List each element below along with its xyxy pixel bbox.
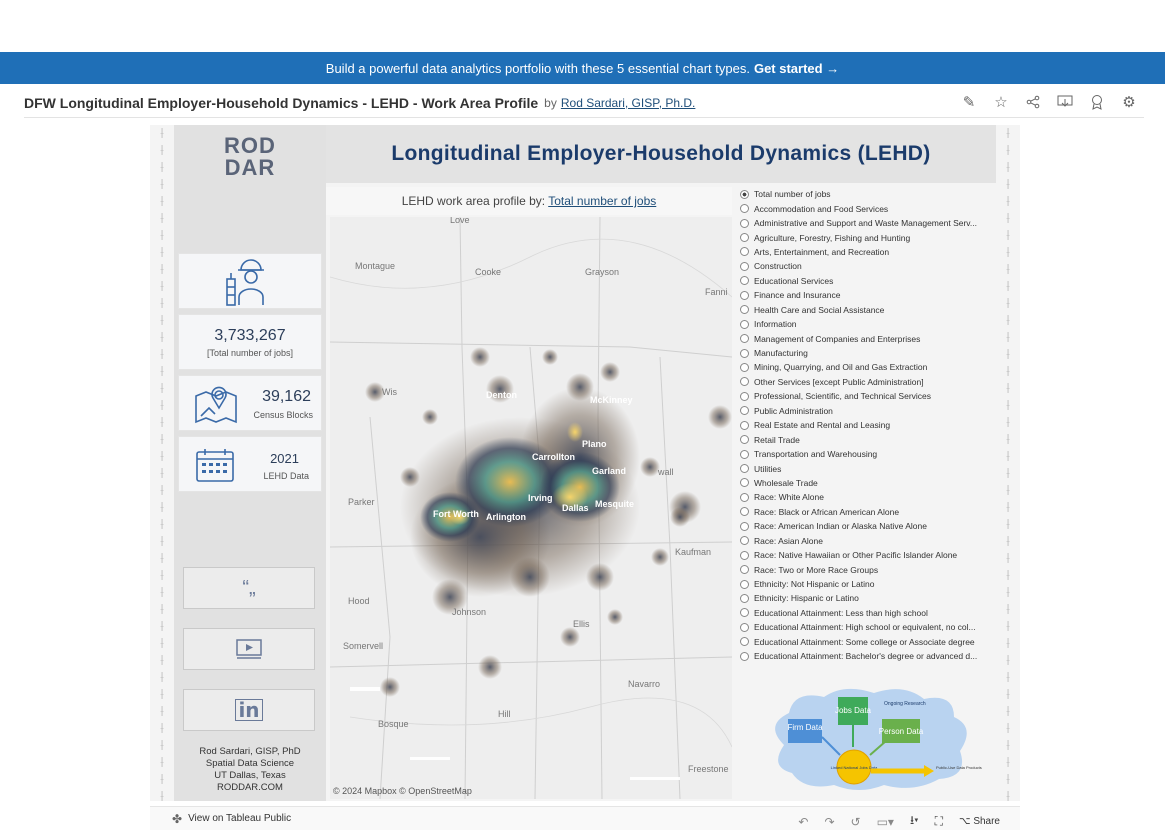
redo-icon[interactable]: ↷: [824, 814, 835, 829]
measure-option[interactable]: [740, 562, 996, 576]
map-label-mesquite: Mesquite: [595, 499, 635, 509]
map-label-carrollton: Carrollton: [532, 452, 576, 462]
request-icon[interactable]: ✎: [962, 94, 976, 111]
footer-line-2: Spatial Data Science: [205, 758, 295, 769]
jobs-label: [Total number of jobs]: [206, 348, 294, 358]
linkedin-button[interactable]: [183, 689, 315, 731]
map-label-montague: Montague: [355, 261, 396, 271]
measure-option[interactable]: [740, 432, 996, 446]
map-label-freestone: Freestone: [688, 764, 729, 774]
quote-button[interactable]: [183, 567, 315, 609]
map-label-rockwall: wall: [658, 467, 674, 477]
logo-line-2: DAR: [224, 155, 276, 180]
radio-button-icon[interactable]: [740, 464, 749, 473]
measure-option[interactable]: [740, 331, 996, 345]
year-label: LEHD Data: [263, 471, 309, 481]
diagram-person-label: Person Data: [878, 727, 924, 736]
by-label: by: [544, 95, 557, 110]
tableau-bottom-toolbar: [150, 806, 1020, 830]
measure-option[interactable]: [740, 620, 996, 634]
measure-option-label: Professional, Scientific, and Technical Services: [754, 391, 932, 402]
map-label-johnson: Johnson: [452, 607, 487, 617]
measure-option-label: Wholesale Trade: [754, 477, 818, 488]
map-title-prefix: LEHD work area profile by:: [401, 194, 546, 208]
radio-button-icon[interactable]: [740, 652, 749, 661]
radio-button-icon[interactable]: [740, 233, 749, 242]
jobs-value: 3,733,267: [214, 327, 286, 344]
map-attribution[interactable]: © 2024 Mapbox © OpenStreetMap: [333, 786, 472, 796]
measure-option-label: Race: Black or African American Alone: [754, 506, 900, 517]
map-pin-icon: [193, 384, 239, 424]
map-label-ellis: Ellis: [573, 619, 590, 629]
diagram-output-label: Public-Use Data Products: [936, 765, 982, 770]
radio-button-icon[interactable]: [740, 377, 749, 386]
radio-button-icon[interactable]: [740, 594, 749, 603]
measure-option-label: Transportation and Warehousing: [754, 449, 878, 460]
blocks-value: 39,162: [262, 388, 311, 405]
measure-option-label: Ethnicity: Hispanic or Latino: [754, 593, 859, 604]
decorative-pattern-right: ⟊ ⟊ ⟊ ⟊ ⟊ ⟊ ⟊ ⟊ ⟊ ⟊ ⟊ ⟊ ⟊ ⟊ ⟊ ⟊ ⟊ ⟊ ⟊ ⟊ ⟊ ⟊ ⟊ ⟊ ⟊ ⟊ ⟊ ⟊ ⟊ ⟊ ⟊ ⟊ ⟊ ⟊ ⟊ ⟊ ⟊ ⟊ ⟊ ⟊: [1006, 125, 1010, 801]
measure-option[interactable]: [740, 461, 996, 475]
measure-option-label: Educational Services: [754, 275, 834, 286]
measure-option-label: Accommodation and Food Services: [754, 203, 889, 214]
blocks-stat-card: [178, 375, 322, 431]
radio-button-icon[interactable]: [740, 435, 749, 444]
tableau-logo-icon: ✤: [172, 811, 183, 826]
author-footer: [182, 746, 318, 794]
author-link[interactable]: Rod Sardari, GISP, Ph.D.: [560, 95, 696, 110]
map-label-plano: Plano: [582, 439, 607, 449]
radio-button-icon[interactable]: [740, 580, 749, 589]
measure-option[interactable]: [740, 606, 996, 620]
map-label-grayson: Grayson: [585, 267, 620, 277]
measure-option[interactable]: [740, 288, 996, 302]
measure-option[interactable]: [740, 274, 996, 288]
lehd-diagram: [764, 685, 984, 795]
map-label-cooke: Cooke: [475, 267, 502, 277]
viz-title-bar: [24, 88, 1144, 118]
video-icon: [236, 639, 262, 659]
map-label-bosque: Bosque: [378, 719, 409, 729]
diagram-research-label: Ongoing Research: [884, 701, 926, 707]
radio-button-icon[interactable]: [740, 291, 749, 300]
radio-button-icon[interactable]: [740, 507, 749, 516]
measure-option-label: Construction: [754, 261, 802, 272]
measure-option-label: Race: White Alone: [754, 492, 824, 503]
share-button[interactable]: ⌥ Share: [959, 816, 1000, 827]
radio-button-icon[interactable]: [740, 392, 749, 401]
measure-option[interactable]: [740, 635, 996, 649]
dashboard-title: Longitudinal Employer-Household Dynamics (LEHD): [391, 142, 931, 165]
radio-button-icon[interactable]: [740, 247, 749, 256]
map-label-irving: Irving: [528, 493, 553, 503]
measure-option-label: Race: American Indian or Alaska Native Alone: [754, 521, 927, 532]
measure-option[interactable]: [740, 375, 996, 389]
measure-option[interactable]: [740, 245, 996, 259]
measure-option-label: Total number of jobs: [754, 189, 831, 200]
map-label-dallas: Dallas: [562, 503, 589, 513]
measure-option[interactable]: [740, 201, 996, 215]
radio-button-icon[interactable]: [740, 320, 749, 329]
measure-option[interactable]: [740, 346, 996, 360]
year-stat-card: [178, 436, 322, 492]
measure-option-label: Educational Attainment: High school or equivalent, no col...: [754, 622, 976, 633]
measure-option-label: Manufacturing: [754, 348, 808, 359]
radio-button-icon[interactable]: [740, 637, 749, 646]
banner-text: Build a powerful data analytics portfolio with these 5 essential chart types.: [325, 60, 750, 76]
radio-button-icon[interactable]: [740, 349, 749, 358]
map-label-love: Love: [450, 217, 470, 225]
map-label-garland: Garland: [592, 466, 627, 476]
measure-option[interactable]: [740, 360, 996, 374]
map-label-parker: Parker: [348, 497, 375, 507]
measure-option[interactable]: [740, 649, 996, 663]
diagram-center-label: Linked National Jobs Data: [830, 765, 878, 770]
share-icon[interactable]: [1024, 93, 1042, 111]
measure-option[interactable]: [740, 259, 996, 273]
share-label: Share: [973, 816, 1000, 827]
measure-option-label: Utilities: [754, 463, 782, 474]
map-canvas[interactable]: [330, 217, 732, 799]
radio-button-icon[interactable]: [740, 493, 749, 502]
banner-cta[interactable]: Get started →: [753, 60, 840, 76]
map-title-measure[interactable]: Total number of jobs: [548, 194, 657, 208]
star-icon[interactable]: ☆: [994, 94, 1008, 111]
measure-option[interactable]: [740, 577, 996, 591]
map-label-mckinney: McKinney: [590, 395, 633, 405]
fullscreen-icon[interactable]: ⛶: [934, 814, 943, 828]
map-label-fort-worth: Fort Worth: [433, 509, 479, 519]
pause-icon[interactable]: ▭▾: [876, 814, 894, 829]
construction-worker-icon: [223, 255, 277, 307]
settings-icon[interactable]: ⚙: [1122, 94, 1136, 111]
download-icon[interactable]: [1056, 93, 1074, 111]
radio-button-icon[interactable]: [740, 421, 749, 430]
toolbar-actions: [798, 811, 1000, 832]
linkedin-icon: in: [235, 699, 262, 721]
measure-option-label: Information: [754, 319, 797, 330]
undo-icon[interactable]: ↶: [798, 814, 809, 829]
measure-option-label: Real Estate and Rental and Leasing: [754, 420, 891, 431]
radio-button-icon[interactable]: [740, 450, 749, 459]
measure-option-label: Educational Attainment: Less than high school: [754, 607, 928, 618]
radio-button-icon[interactable]: [740, 305, 749, 314]
measure-option-label: Administrative and Support and Waste Management Serv...: [754, 218, 978, 229]
measure-option[interactable]: [740, 476, 996, 490]
dashboard-header: [326, 125, 996, 183]
measure-option[interactable]: [740, 548, 996, 562]
measure-option-label: Educational Attainment: Some college or Associate degree: [754, 636, 975, 647]
measure-option[interactable]: [740, 216, 996, 230]
measure-option-label: Arts, Entertainment, and Recreation: [754, 246, 890, 257]
radio-button-icon[interactable]: [740, 204, 749, 213]
radio-button-icon[interactable]: [740, 363, 749, 372]
radio-button-icon[interactable]: [740, 565, 749, 574]
map-label-navarro: Navarro: [628, 679, 661, 689]
jobs-stat-card: [178, 314, 322, 370]
radio-button-icon[interactable]: [740, 478, 749, 487]
measure-option-label: Agriculture, Forestry, Fishing and Hunting: [754, 232, 911, 243]
logo-line-1: ROD: [224, 133, 276, 158]
dashboard: [150, 125, 1020, 801]
measure-option[interactable]: [740, 303, 996, 317]
measure-option-label: Public Administration: [754, 405, 833, 416]
map-label-hood: Hood: [348, 596, 370, 606]
view-on-tableau-label: View on Tableau Public: [188, 813, 292, 824]
measure-option[interactable]: [740, 591, 996, 605]
badge-icon[interactable]: [1088, 93, 1106, 111]
calendar-icon: [195, 447, 235, 483]
measure-option-label: Retail Trade: [754, 434, 800, 445]
download-menu-icon[interactable]: ⭳▾: [909, 813, 919, 827]
radio-button-icon[interactable]: [740, 551, 749, 560]
radio-button-icon[interactable]: [740, 522, 749, 531]
map-label-fannin: Fanni: [705, 287, 728, 297]
dashboard-sidebar: [174, 125, 326, 801]
measure-option[interactable]: [740, 447, 996, 461]
measure-option[interactable]: [740, 418, 996, 432]
map-title: [326, 187, 732, 215]
measure-option-label: Ethnicity: Not Hispanic or Latino: [754, 579, 875, 590]
measure-option-label: Finance and Insurance: [754, 290, 841, 301]
measure-option-label: Health Care and Social Assistance: [754, 304, 885, 315]
view-on-tableau-link[interactable]: [172, 812, 291, 826]
measure-option[interactable]: [740, 534, 996, 548]
diagram-jobs-label: Jobs Data: [834, 706, 872, 715]
measure-option-label: Mining, Quarrying, and Oil and Gas Extraction: [754, 362, 928, 373]
measure-option[interactable]: [740, 404, 996, 418]
map-label-somervell: Somervell: [343, 641, 384, 651]
toolbar-icons: [960, 93, 1138, 111]
map-label-wise: Wis: [382, 387, 397, 397]
video-button[interactable]: [183, 628, 315, 670]
radio-button-icon[interactable]: [740, 276, 749, 285]
footer-line-1: Rod Sardari, GISP, PhD: [199, 746, 301, 757]
map-label-arlington: Arlington: [486, 512, 526, 522]
radio-button-icon[interactable]: [740, 262, 749, 271]
measure-option-label: Educational Attainment: Bachelor's degree or advanced d...: [754, 651, 978, 662]
measure-option[interactable]: [740, 317, 996, 331]
quote-icon: “„: [242, 576, 256, 599]
jobs-density-map[interactable]: [330, 217, 732, 799]
radio-button-icon[interactable]: [740, 623, 749, 632]
measure-option-label: Race: Asian Alone: [754, 535, 823, 546]
revert-icon[interactable]: ↺: [850, 814, 861, 829]
measure-option[interactable]: [740, 389, 996, 403]
year-value: 2021: [270, 451, 299, 466]
measure-option-label: Other Services [except Public Administration]: [754, 376, 924, 387]
radio-button-icon[interactable]: [740, 219, 749, 228]
measure-selector: [740, 187, 996, 663]
measure-option-label: Race: Two or More Race Groups: [754, 564, 879, 575]
measure-option[interactable]: [740, 519, 996, 533]
decorative-pattern-left: ⟊ ⟊ ⟊ ⟊ ⟊ ⟊ ⟊ ⟊ ⟊ ⟊ ⟊ ⟊ ⟊ ⟊ ⟊ ⟊ ⟊ ⟊ ⟊ ⟊ ⟊ ⟊ ⟊ ⟊ ⟊ ⟊ ⟊ ⟊ ⟊ ⟊ ⟊ ⟊ ⟊ ⟊ ⟊ ⟊ ⟊ ⟊ ⟊ ⟊: [160, 125, 164, 801]
radio-button-icon[interactable]: [740, 334, 749, 343]
radio-button-icon[interactable]: [740, 536, 749, 545]
footer-line-3: UT Dallas, Texas: [214, 770, 286, 781]
measure-option-label: Management of Companies and Enterprises: [754, 333, 921, 344]
viz-title: DFW Longitudinal Employer-Household Dynamics - LEHD - Work Area Profile: [24, 94, 539, 111]
measure-option[interactable]: [740, 187, 996, 201]
map-label-kaufman: Kaufman: [675, 547, 712, 557]
map-label-hill: Hill: [498, 709, 511, 719]
footer-line-4[interactable]: RODDAR.COM: [217, 782, 283, 793]
blocks-label: Census Blocks: [253, 410, 313, 420]
diagram-firm-label: Firm Data: [787, 723, 823, 732]
measure-option[interactable]: [740, 230, 996, 244]
radio-button-icon[interactable]: [740, 190, 749, 199]
map-label-denton: Denton: [486, 390, 517, 400]
promo-banner[interactable]: [0, 52, 1165, 84]
measure-option-label: Race: Native Hawaiian or Other Pacific Islander Alone: [754, 550, 958, 561]
worker-card: [178, 253, 322, 309]
measure-option[interactable]: [740, 505, 996, 519]
radio-button-icon[interactable]: [740, 406, 749, 415]
roddar-logo: [220, 135, 280, 179]
measure-option[interactable]: [740, 490, 996, 504]
radio-button-icon[interactable]: [740, 608, 749, 617]
